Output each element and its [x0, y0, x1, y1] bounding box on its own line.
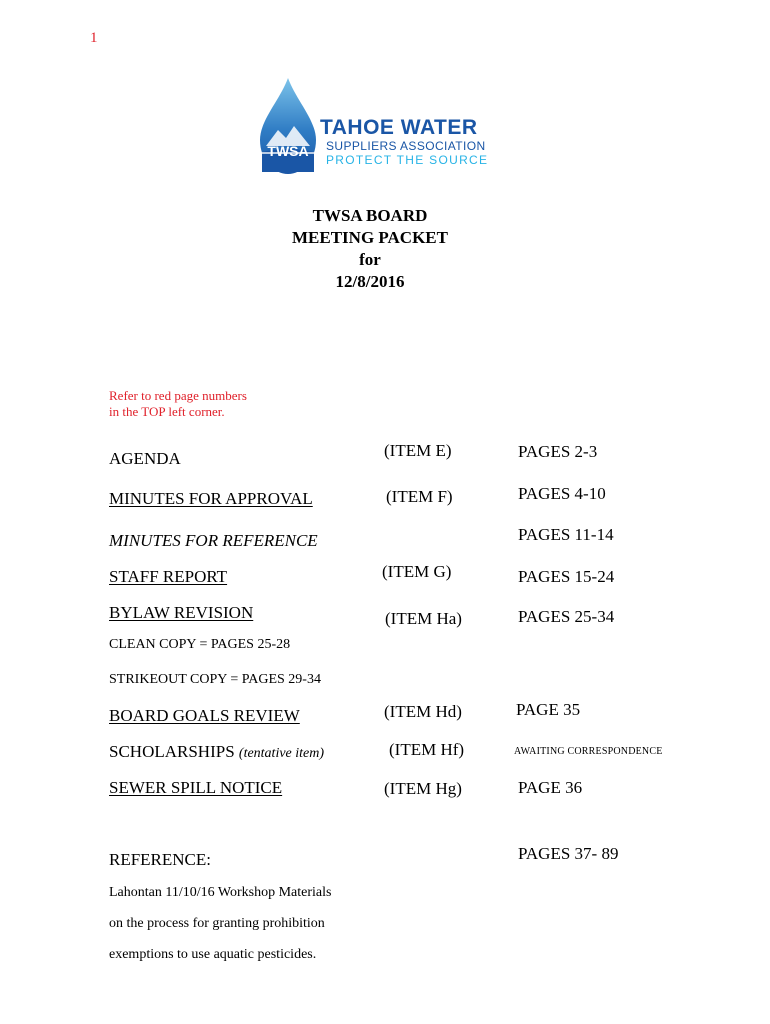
minutes-reference-label: MINUTES FOR REFERENCE: [109, 531, 318, 550]
bylaw-revision-item: (ITEM Ha): [385, 609, 462, 628]
board-goals-pages: PAGE 35: [516, 700, 581, 719]
title-line4: 12/8/2016: [335, 272, 405, 291]
note-line1: Refer to red page numbers: [109, 388, 247, 403]
scholarships-label-row: [109, 742, 324, 762]
logo-line3: PROTECT THE SOURCE: [326, 153, 489, 167]
logo-line2: SUPPLIERS ASSOCIATION: [326, 139, 486, 153]
bylaw-revision-label: BYLAW REVISION: [109, 603, 254, 622]
scholarships-label: SCHOLARSHIPS: [109, 742, 235, 761]
minutes-approval-pages: PAGES 4-10: [518, 484, 606, 503]
sewer-spill-label: SEWER SPILL NOTICE: [109, 778, 283, 797]
sewer-spill-item: (ITEM Hg): [384, 779, 462, 798]
reference-pages: PAGES 37- 89: [518, 844, 619, 863]
sewer-spill-pages: PAGE 36: [518, 778, 583, 797]
scholarships-pages: AWAITING CORRESPONDENCE: [514, 746, 663, 757]
bylaw-revision-pages: PAGES 25-34: [518, 607, 615, 626]
minutes-reference-pages: PAGES 11-14: [518, 525, 614, 544]
reference-line3: exemptions to use aquatic pesticides.: [109, 947, 317, 962]
minutes-approval-label: MINUTES FOR APPROVAL: [109, 489, 313, 508]
board-goals-item: (ITEM Hd): [384, 702, 462, 721]
reference-label: REFERENCE:: [109, 850, 212, 869]
title-line1: TWSA BOARD: [312, 206, 428, 225]
title-line3: for: [359, 250, 381, 269]
staff-report-pages: PAGES 15-24: [518, 567, 615, 586]
staff-report-item: (ITEM G): [382, 562, 452, 581]
scholarships-tentative: (tentative item): [238, 746, 325, 761]
scholarships-item: (ITEM Hf): [389, 740, 465, 759]
agenda-pages: PAGES 2-3: [518, 442, 598, 461]
reference-line1: Lahontan 11/10/16 Workshop Materials: [109, 885, 332, 900]
agenda-label: AGENDA: [109, 449, 181, 468]
minutes-approval-item: (ITEM F): [386, 487, 453, 506]
logo-drop-label: TWSA: [267, 143, 309, 159]
strikeout-copy-note: STRIKEOUT COPY = PAGES 29-34: [109, 672, 321, 687]
note-line2: in the TOP left corner.: [109, 404, 225, 419]
title-line2: MEETING PACKET: [291, 228, 448, 247]
twsa-logo: [256, 76, 496, 176]
clean-copy-note: CLEAN COPY = PAGES 25-28: [109, 637, 291, 652]
board-goals-label: BOARD GOALS REVIEW: [109, 706, 300, 725]
reference-line2: on the process for granting prohibition: [109, 916, 325, 931]
red-page-number: 1: [90, 30, 98, 46]
agenda-item: (ITEM E): [384, 441, 452, 460]
logo-line1: TAHOE WATER: [320, 116, 478, 139]
staff-report-label: STAFF REPORT: [109, 567, 228, 586]
